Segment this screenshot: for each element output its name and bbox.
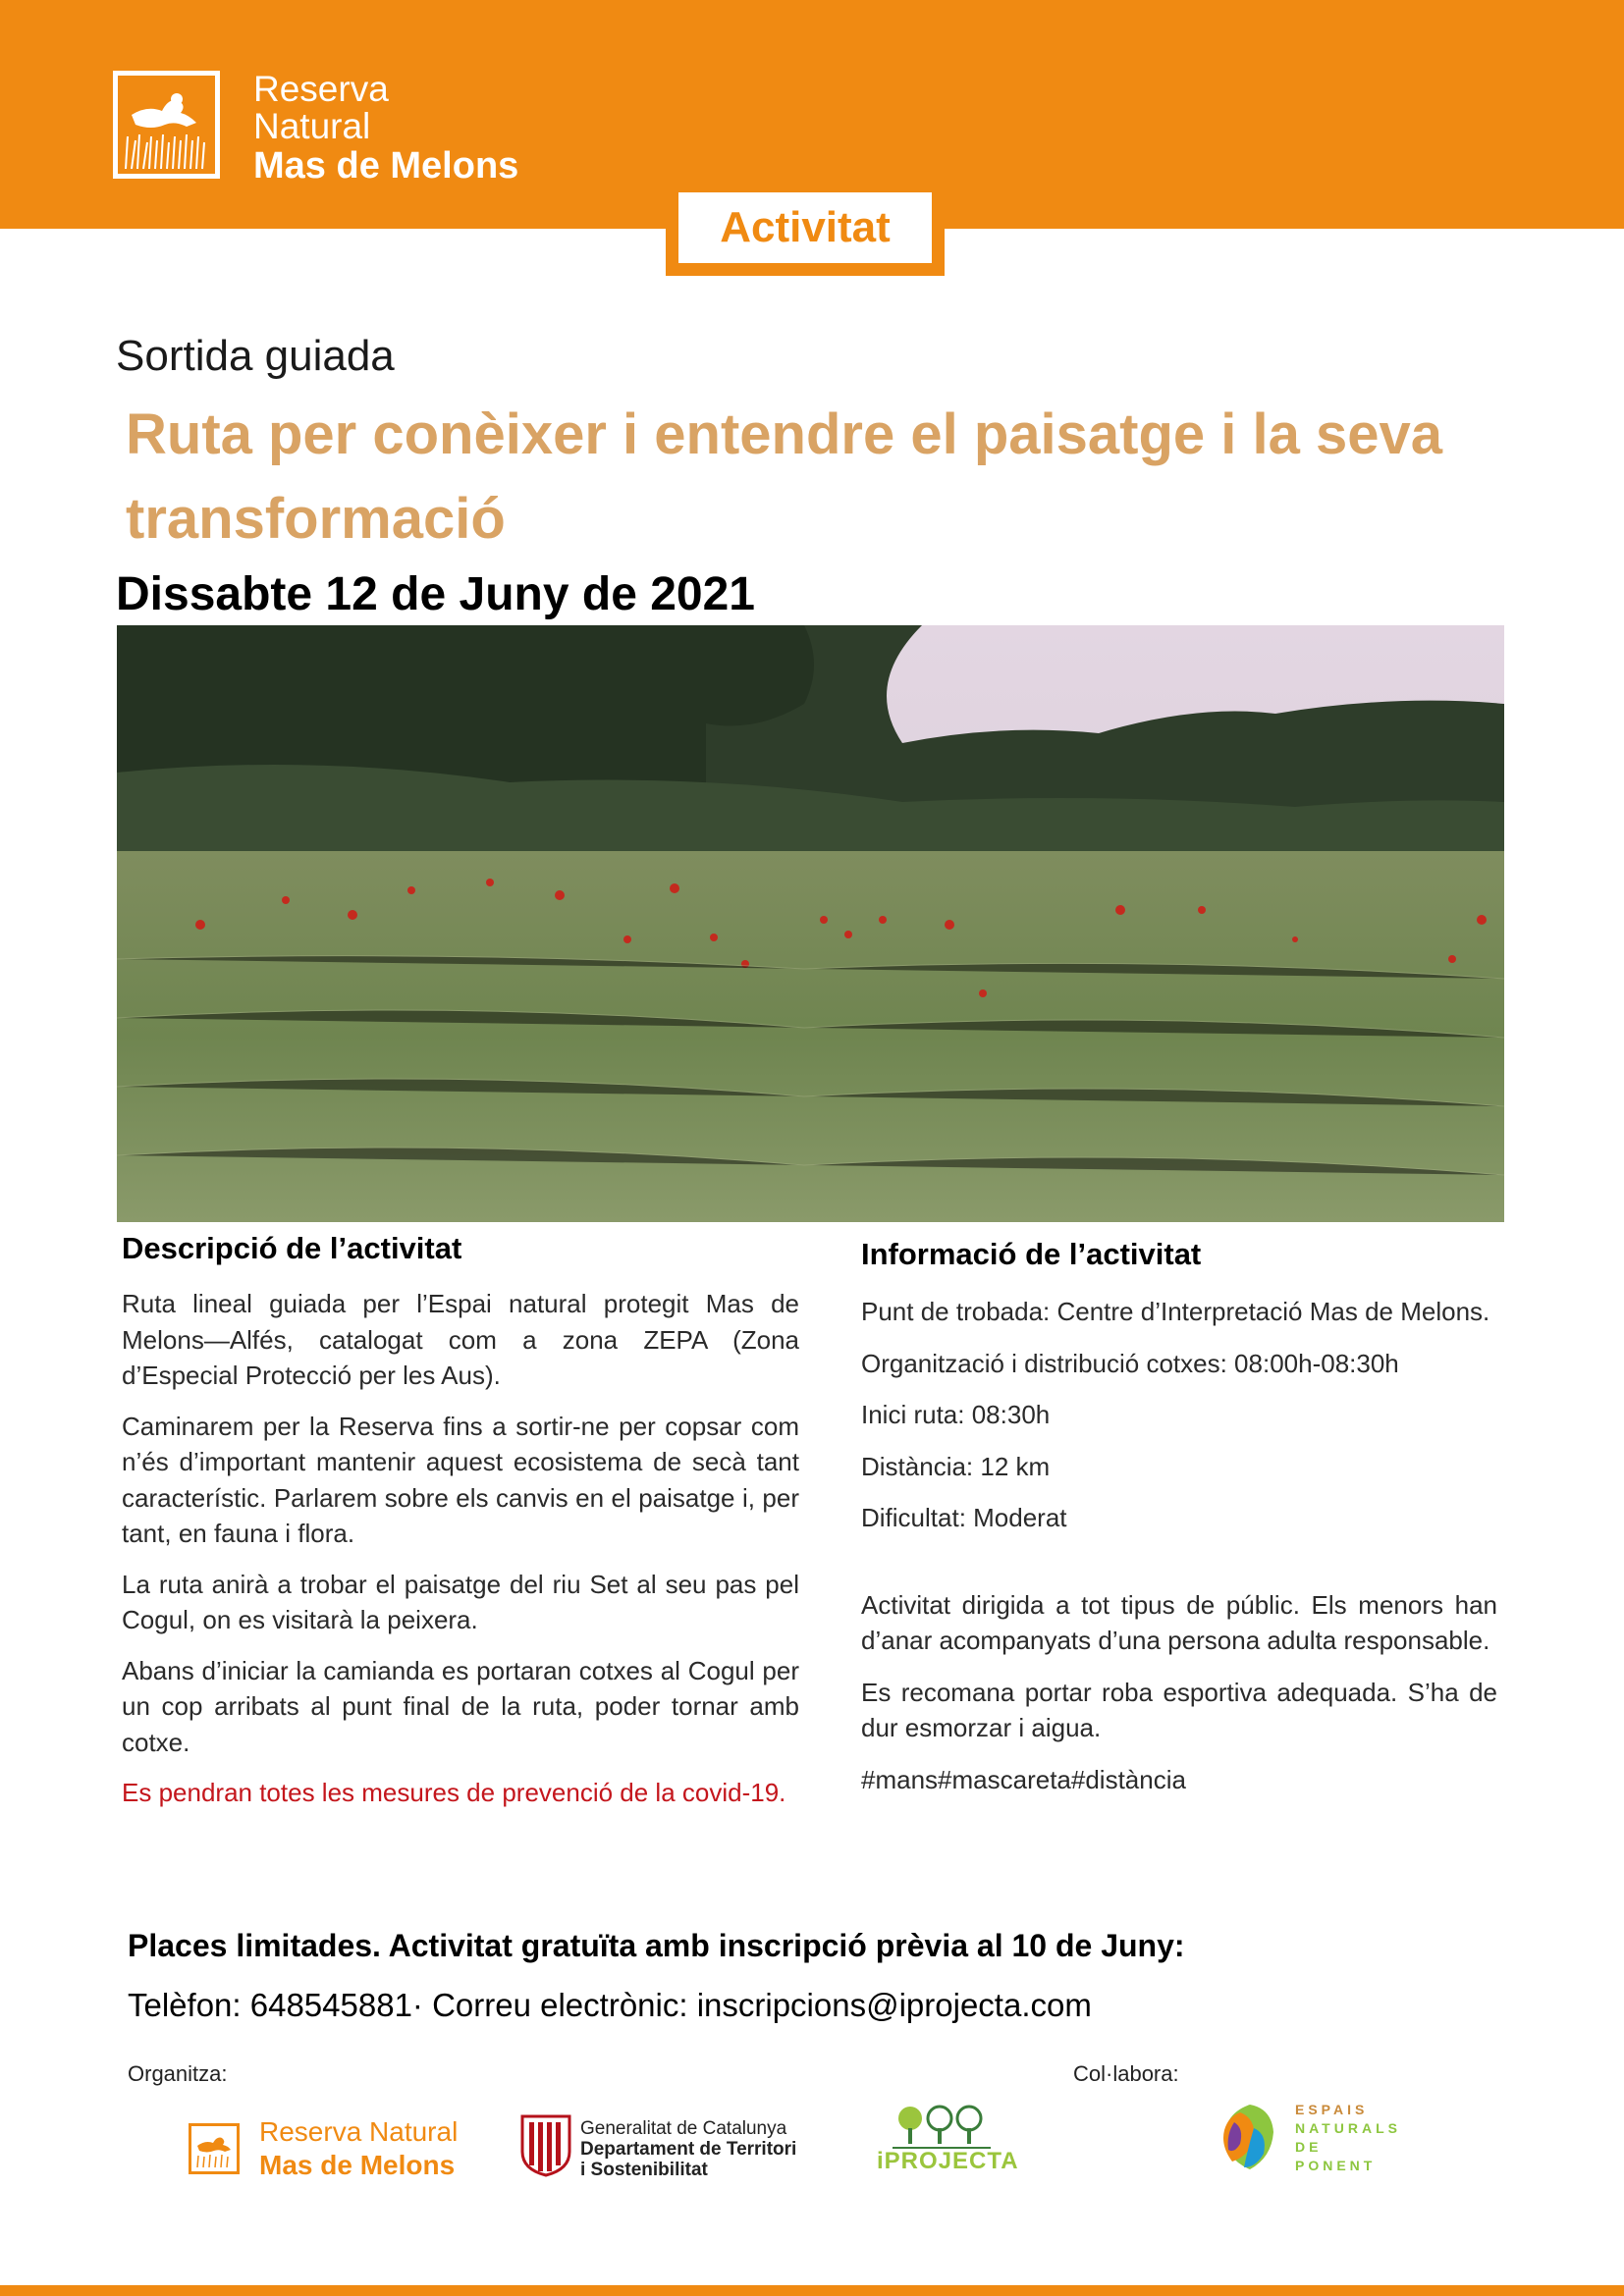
activity-label: Activitat [720,203,891,251]
route-start: Inici ruta: 08:30h [861,1400,1051,1429]
espais-naturals-logo [1211,2099,1401,2182]
brand-line-2: Natural [253,106,371,146]
audience-note: Activitat dirigida a tot tipus de públic. Els menors han d’anar acompanyats d’una persona adulta responsable. [861,1589,1497,1655]
description-paragraph: Abans d’iniciar la camianda es portaran cotxes al Cogul per un cop arribats al punt final de la ruta, poder tornar amb cotxe. [122,1655,799,1757]
description-heading: Descripció de l’activitat [122,1231,462,1265]
gencat-logo-text [580,2118,796,2180]
espais-line3: DE PONENT [1295,2139,1377,2173]
info-column [861,1237,1497,1813]
espais-naturals-text [1295,2101,1401,2175]
gencat-emblem-icon [518,2114,573,2182]
rnmm-logo-icon [189,2123,240,2174]
gencat-line3: i Sostenibilitat [580,2160,708,2180]
event-subtitle: Sortida guiada [116,332,395,380]
event-title: Ruta per conèixer i entendre el paisatge i la seva transformació [126,402,1442,551]
route-difficulty: Dificultat: Moderat [861,1503,1067,1532]
iprojecta-name: iPROJECTA [877,2148,1019,2174]
hashtags: #mans#mascareta#distància [861,1764,1186,1794]
reserve-logo-icon [113,71,220,179]
espais-naturals-icon [1211,2099,1289,2177]
brand-line-3: Mas de Melons [253,145,519,187]
covid-note: Es pendran totes les mesures de prevenció de la covid-19. [122,1778,786,1807]
route-distance: Distància: 12 km [861,1451,1051,1481]
event-date: Dissabte 12 de Juny de 2021 [116,568,755,620]
description-paragraph: Ruta lineal guiada per l’Espai natural protegit Mas de Melons—Alfés, catalogat com a zona ZEPA (Zona d’Especial Protecció per les Aus). [122,1289,799,1390]
info-heading: Informació de l’activitat [861,1237,1202,1271]
organitza-label: Organitza: [128,2061,228,2086]
footer-line [0,2285,1624,2296]
colabora-label: Col·labora: [1073,2061,1179,2086]
iprojecta-logo [873,2105,1019,2190]
gencat-line2: Departament de Territori [580,2139,797,2160]
meeting-point: Punt de trobada: Centre d’Interpretació Mas de Melons. [861,1297,1490,1326]
organization-time: Organització i distribució cotxes: 08:00h-08:30h [861,1348,1399,1378]
espais-line2: NATURALS [1295,2120,1401,2136]
gencat-line1: Generalitat de Catalunya [580,2118,787,2139]
clothing-note: Es recomana portar roba esportiva adequada. S’ha de dur esmorzar i aigua. [861,1677,1497,1742]
description-paragraph: La ruta anirà a trobar el paisatge del riu Set al seu pas pel Cogul, on es visitarà la peixera. [122,1569,799,1634]
places-notice: Places limitades. Activitat gratuïta amb inscripció prèvia al 10 de Juny: [128,1928,1185,1963]
rnmm-logo-line2: Mas de Melons [259,2150,456,2180]
description-column [122,1231,799,1826]
landscape-photo [117,625,1504,1222]
espais-line1: ESPAIS [1295,2102,1369,2117]
rnmm-logo-line1: Reserva Natural [259,2116,459,2147]
brand-line-1: Reserva [253,69,389,109]
contact-line: Telèfon: 648545881· Correu electrònic: inscripcions@iprojecta.com [128,1987,1092,2023]
description-paragraph: Caminarem per la Reserva fins a sortir-ne per copsar com n’és d’important mantenir aquest ecosistema de secà tant característic. Parlarem sobre els canvis en el paisatge i, per tant, en fauna i flora. [122,1411,799,1548]
